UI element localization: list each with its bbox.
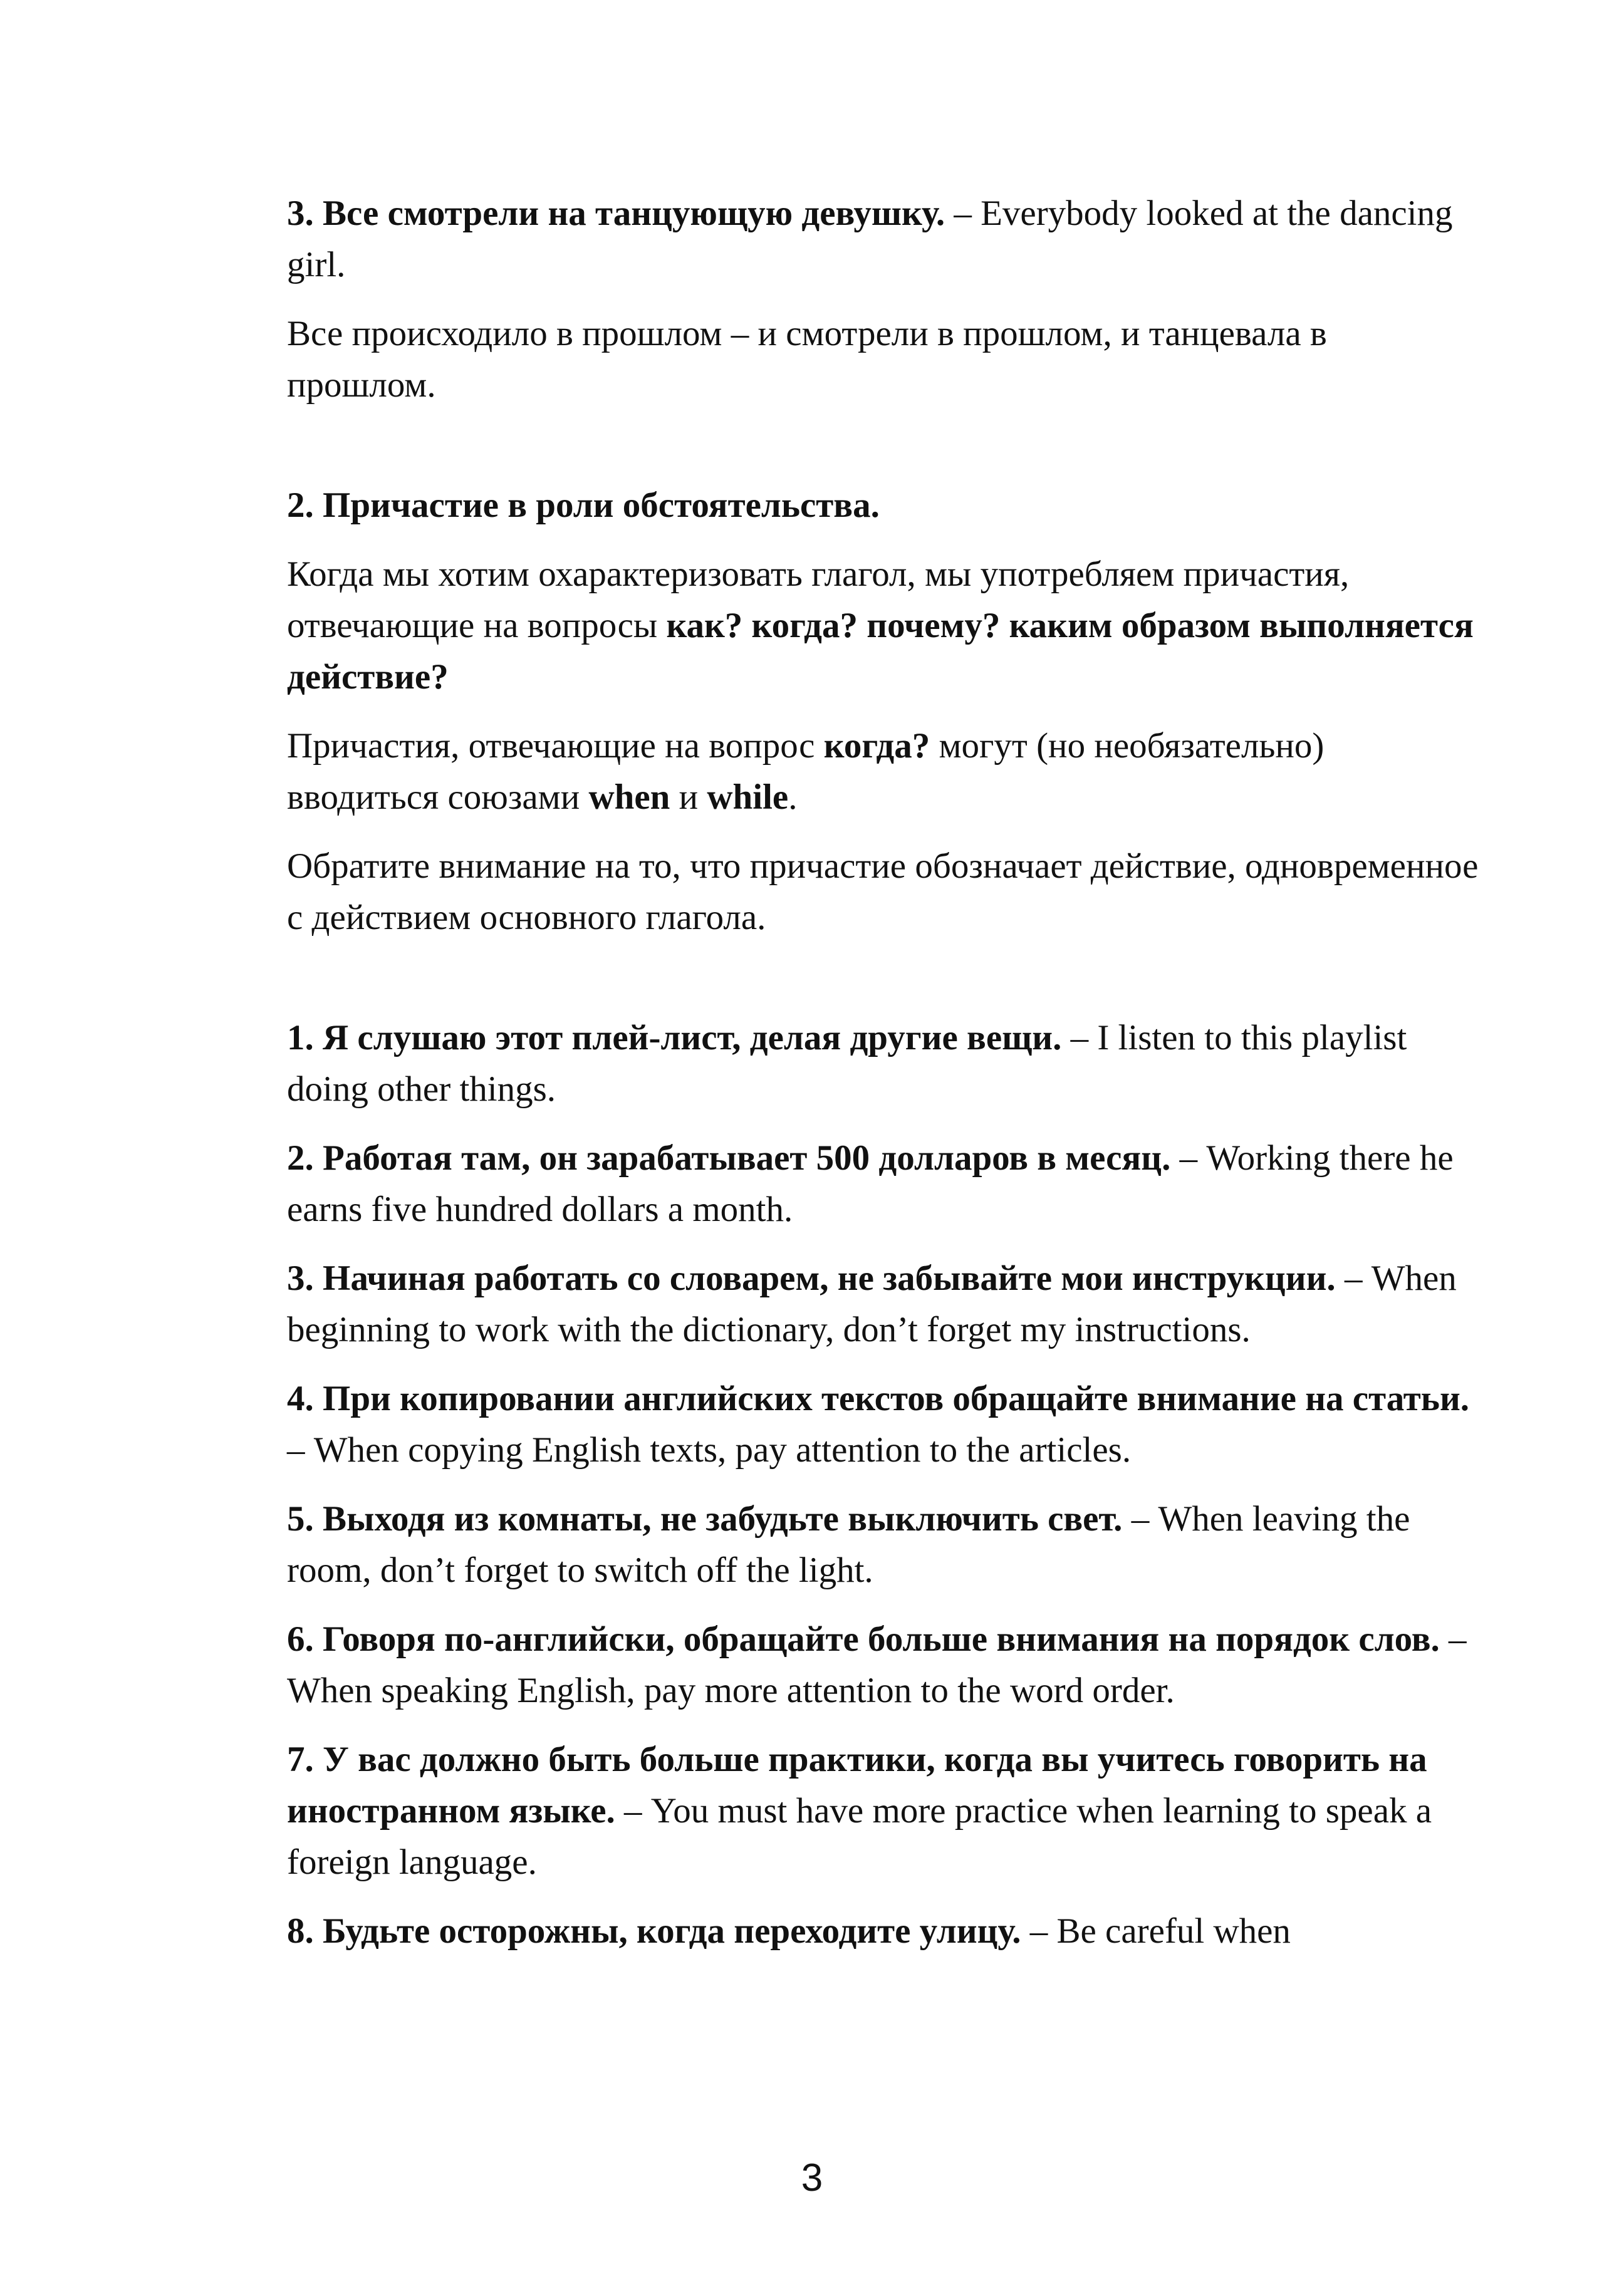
russian-sentence: 6. Говоря по-английски, обращайте больше внимания на порядок слов. <box>287 1619 1440 1659</box>
rule-questions: как? когда? почему? каким образом выполняется действие? <box>287 606 1474 697</box>
english-translation: – When copying English texts, pay attention to the articles. <box>287 1430 1132 1470</box>
rule-text: Когда мы хотим охарактеризовать глагол, мы употребляем причастия, отвечающие на вопросы <box>287 554 1350 645</box>
rule-paragraph <box>287 549 1484 703</box>
page-content <box>287 188 1484 1957</box>
example-sentence-8 <box>287 1906 1484 1957</box>
english-translation: – When speaking English, pay more attention to the word order. <box>287 1619 1467 1710</box>
conjunction-text-1: Причастия, отвечающие на вопрос <box>287 726 824 766</box>
russian-sentence: 7. У вас должно быть больше практики, когда вы учитесь говорить на иностранном языке. <box>287 1740 1427 1831</box>
example-sentence-3 <box>287 1253 1484 1356</box>
conjunction-text-2: могут (но необязательно) вводиться союзами <box>287 726 1325 817</box>
russian-sentence: 2. Работая там, он зарабатывает 500 долларов в месяц. <box>287 1138 1171 1178</box>
english-translation: – You must have more practice when learning to speak a foreign language. <box>287 1791 1432 1882</box>
example-sentence-2 <box>287 1133 1484 1235</box>
question-when: когда? <box>823 726 930 766</box>
russian-sentence: 8. Будьте осторожны, когда переходите улицу. <box>287 1911 1021 1951</box>
english-translation: – I listen to this playlist doing other things. <box>287 1018 1407 1109</box>
conjunction-when: when <box>588 777 670 817</box>
page-number: 3 <box>801 2156 823 2200</box>
english-translation: – Be careful when <box>1021 1911 1291 1951</box>
russian-sentence: 1. Я слушаю этот плей-лист, делая другие вещи. <box>287 1018 1062 1057</box>
example-sentence-1 <box>287 1012 1484 1115</box>
english-translation: – Everybody looked at the dancing girl. <box>287 194 1453 284</box>
english-translation: – When leaving the room, don’t forget to switch off the light. <box>287 1499 1410 1590</box>
explanation-note: Все происходило в прошлом – и смотрели в прошлом, и танцевала в прошлом. <box>287 314 1327 405</box>
simultaneity-note: Обратите внимание на то, что причастие обозначает действие, одновременное с действием основного глагола. <box>287 846 1479 937</box>
example-sentence-7 <box>287 1734 1484 1888</box>
english-translation: – When beginning to work with the dictionary, don’t forget my instructions. <box>287 1259 1457 1349</box>
russian-sentence: 3. Все смотрели на танцующую девушку. <box>287 194 945 233</box>
russian-sentence: 3. Начиная работать со словарем, не забывайте мои инструкции. <box>287 1259 1336 1298</box>
conjunction-while: while <box>707 777 789 817</box>
example-sentence-5 <box>287 1493 1484 1596</box>
example-sentence <box>287 188 1484 291</box>
russian-sentence: 4. При копировании английских текстов обращайте внимание на статьи. <box>287 1379 1470 1418</box>
section-heading: 2. Причастие в роли обстоятельства. <box>287 486 880 525</box>
example-sentence-6 <box>287 1614 1484 1717</box>
example-sentence-4 <box>287 1373 1484 1476</box>
conjunction-text-4: . <box>788 777 798 817</box>
english-translation: – Working there he earns five hundred dollars a month. <box>287 1138 1454 1229</box>
russian-sentence: 5. Выходя из комнаты, не забудьте выключить свет. <box>287 1499 1123 1539</box>
conjunction-text-3: и <box>670 777 707 817</box>
conjunction-paragraph <box>287 720 1484 823</box>
